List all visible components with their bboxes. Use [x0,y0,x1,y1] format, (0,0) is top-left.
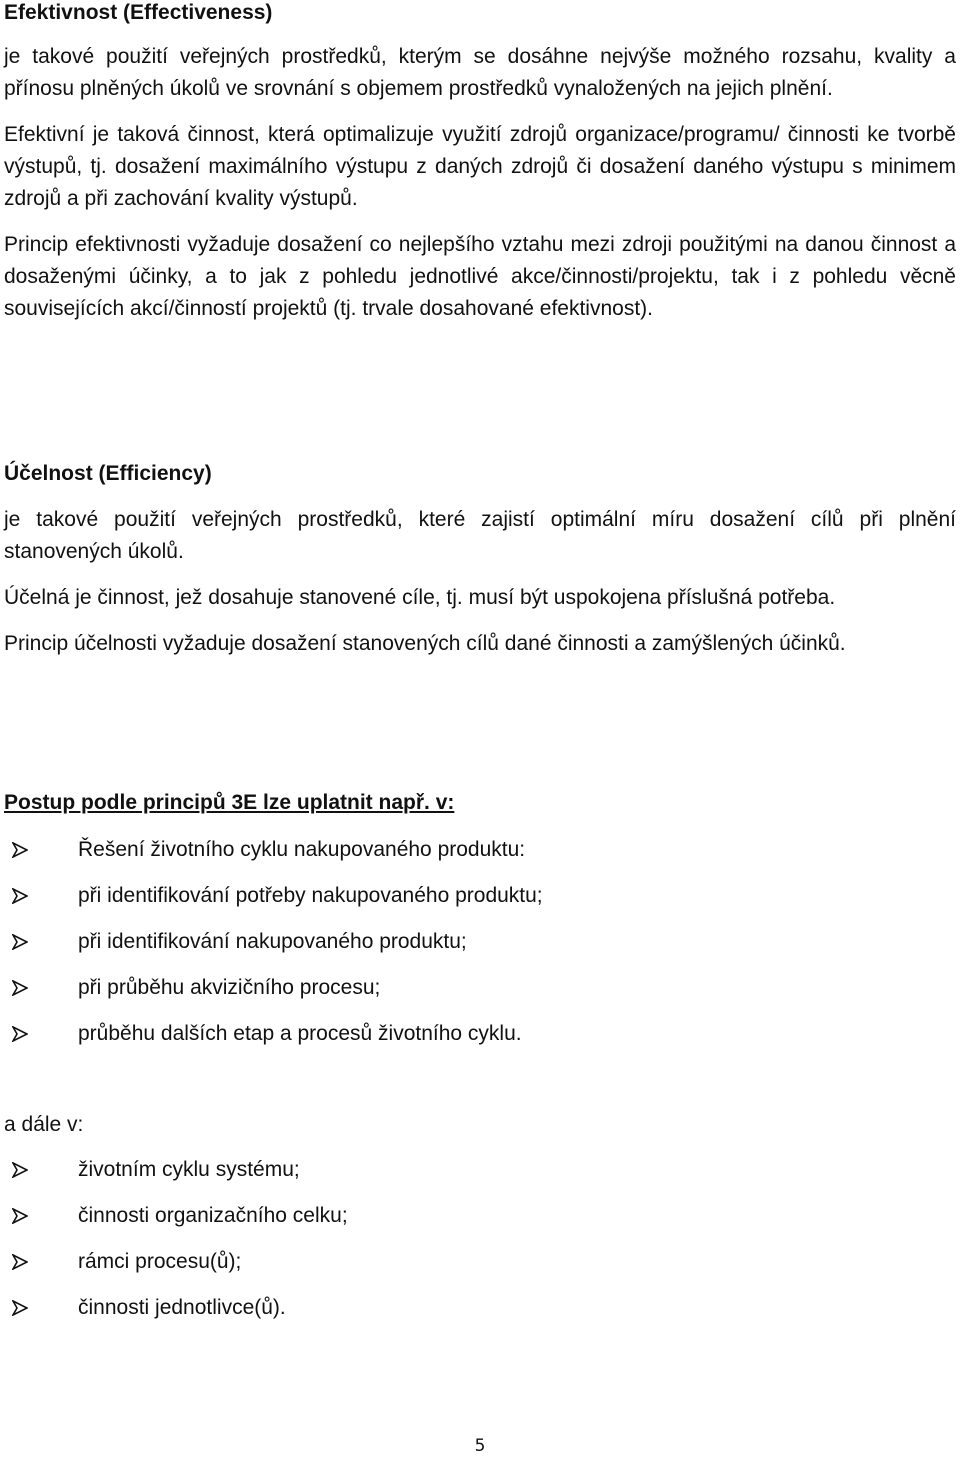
section-heading-3e-procedure: Postup podle principů 3E lze uplatnit např. v: [4,791,455,814]
arrowhead-bullet-icon [12,934,28,950]
list-item-text: činnosti organizačního celku; [78,1204,348,1227]
list-item-text: průběhu dalších etap a procesů životního cyklu. [78,1022,522,1045]
arrowhead-bullet-icon [12,1300,28,1316]
list-item [4,881,956,911]
arrowhead-bullet-icon [12,1026,28,1042]
section-heading-efficiency: Účelnost (Efficiency) [4,462,212,485]
arrowhead-bullet-icon [12,980,28,996]
paragraph-purposeful-activity: Účelná je činnost, jež dosahuje stanovené cíle, tj. musí být uspokojena příslušná potřeba. [4,586,836,609]
list-item-text: při průběhu akvizičního procesu; [78,976,381,999]
paragraph-effective-activity: Efektivní je taková činnost, která optimalizuje využití zdrojů organizace/programu/ činnosti ke tvorbě výstupů, tj. dosažení maximálního výstupu z daných zdrojů či dosažení daného výstupu s minimem zdrojů a při zachování kvality výstupů. [4,123,956,210]
further-list [4,1155,956,1339]
arrowhead-bullet-icon [12,1162,28,1178]
list-item-text: při identifikování potřeby nakupovaného produktu; [78,884,543,907]
paragraph-efficiency-definition: je takové použití veřejných prostředků, které zajistí optimální míru dosažení cílů při plnění stanovených úkolů. [4,508,956,563]
arrowhead-bullet-icon [12,1254,28,1270]
paragraph-effectiveness-principle: Princip efektivnosti vyžaduje dosažení co nejlepšího vztahu mezi zdroji použitými na danou činnost a dosaženými účinky, a to jak z pohledu jednotlivé akce/činnosti/projektu, tak i z pohledu věcně souvisejících akcí/činností projektů (tj. trvale dosahované efektivnost). [4,233,956,320]
arrowhead-bullet-icon [12,1208,28,1224]
section-effectiveness-body [4,41,956,325]
list-item [4,1019,956,1049]
list-item-text: Řešení životního cyklu nakupovaného produktu: [78,838,526,861]
procedure-list [4,835,956,1065]
section-heading-effectiveness: Efektivnost (Effectiveness) [4,1,273,24]
list-item [4,927,956,957]
list-item [4,973,956,1003]
list-item [4,1247,956,1277]
section-efficiency-body [4,504,956,660]
page-number: 5 [474,1436,486,1456]
paragraph-efficiency-principle: Princip účelnosti vyžaduje dosažení stanovených cílů dané činnosti a zamýšlených účinků. [4,632,846,655]
list-item-text: rámci procesu(ů); [78,1250,242,1273]
list-item [4,1293,956,1323]
paragraph-definition: je takové použití veřejných prostředků, kterým se dosáhne nejvýše možného rozsahu, kvality a přínosu plněných úkolů ve srovnání s objemem prostředků vynaložených na jejich plnění. [4,45,956,100]
list-item-text: životním cyklu systému; [78,1158,300,1181]
list-item [4,1201,956,1231]
arrowhead-bullet-icon [12,842,28,858]
list-item-text: činnosti jednotlivce(ů). [78,1296,286,1319]
arrowhead-bullet-icon [12,888,28,904]
list-item [4,835,956,865]
list-intro-further: a dále v: [4,1113,84,1136]
list-item [4,1155,956,1185]
list-item-text: při identifikování nakupovaného produktu; [78,930,467,953]
